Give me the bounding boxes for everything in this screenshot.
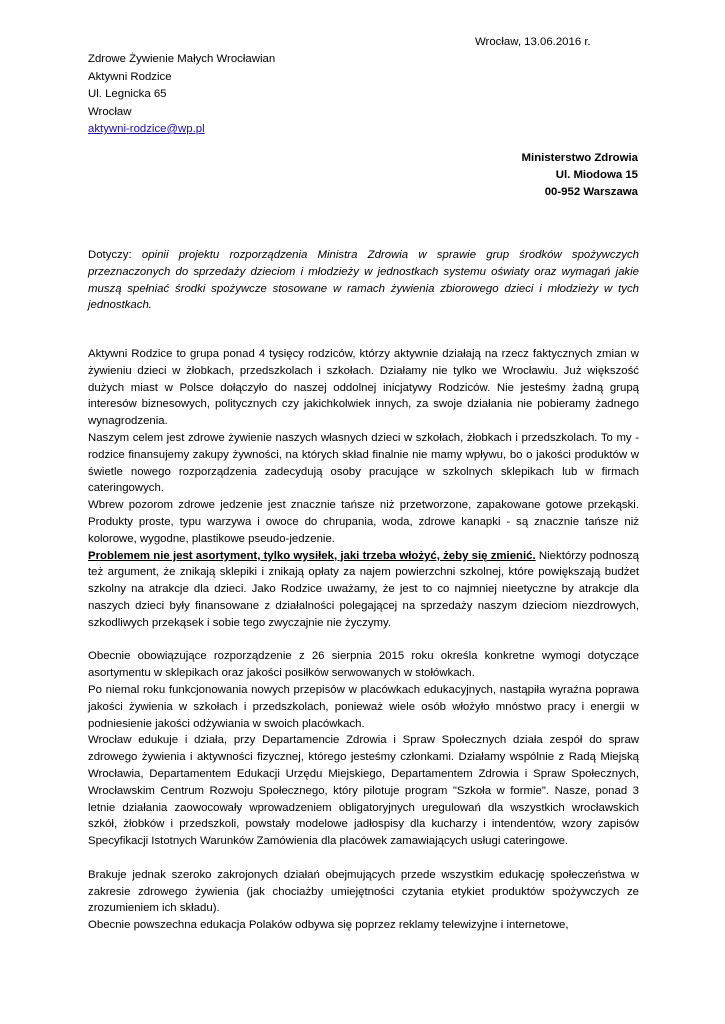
- letter-body: [88, 346, 639, 934]
- subject-block: [88, 247, 639, 314]
- sender-street: Ul. Legnicka 65: [88, 88, 167, 100]
- letter-date: Wrocław, 13.06.2016 r.: [475, 36, 591, 48]
- recipient-name: Ministerstwo Zdrowia: [521, 152, 638, 164]
- recipient-address: [338, 150, 638, 201]
- paragraph-education-gap: Brakuje jednak szeroko zakrojonych działań obejmujących przede wszystkim edukację społeczeństwa w zakresie zdrowego żywienia (jak chociażby umiejętności czytania etykiet produktów spożywczych ze zrozumieniem ich składu).: [88, 868, 639, 915]
- recipient-city: 00-952 Warszawa: [544, 186, 638, 198]
- subject-label: Dotyczy:: [88, 249, 132, 261]
- paragraph-improvement: Po niemal roku funkcjonowania nowych przepisów w placówkach edukacyjnych, nastąpiła wyraźna poprawa jakości żywienia w szkołach i przedszkolach, ponieważ wiele osób włożyło mnóstwo pracy i energii w podniesienie jakości odżywiania w swoich placówkach.: [88, 683, 639, 730]
- paragraph-goal: Naszym celem jest zdrowe żywienie naszych własnych dzieci w szkołach, żłobkach i przedszkolach. To my - rodzice finansujemy zakupy żywności, na których skład finalnie nie mamy wpływu, bo o jakości produktów w świetle nowego rozporządzenia zadecydują osoby pracujące w szkolnych sklepikach lub w firmach cateringowych.: [88, 431, 639, 495]
- sender-group: Aktywni Rodzice: [88, 70, 172, 83]
- paragraph-cost: Wbrew pozorom zdrowe jedzenie jest znacznie tańsze niż przetworzone, zapakowane gotowe przekąski. Produkty proste, typu warzywa i owoce do chrupania, woda, zdrowe kanapki - są znacznie tańsze niż kolorowe, wygodne, plastikowe pseudo-jedzenie.: [88, 499, 639, 545]
- paragraph-intro: Aktywni Rodzice to grupa ponad 4 tysięcy rodziców, którzy aktywnie działają na rzecz faktycznych zmian w żywieniu dzieci w żłobkach, przedszkolach i szkołach. Działamy nie tylko we Wrocławiu. Już większość dużych miast w Polsce dołączyło do naszej oddolnej inicjatywy Rodziców. Nie jesteśmy żadną grupą interesów biznesowych, politycznych czy jakichkolwiek innych, za swoje działania nie pobieramy żadnego wynagrodzenia.: [88, 348, 639, 428]
- sender-organization: Zdrowe Żywienie Małych Wrocławian: [88, 53, 276, 65]
- subject-text: opinii projektu rozporządzenia Ministra Zdrowia w sprawie grup środków spożywczych przeznaczonych do sprzedaży dzieciom i młodzieży w jednostkach systemu oświaty oraz wymagań jakie muszą spełniać środki spożywcze stosowane w ramach żywienia zbiorowego dzieci i młodzieży w tych jednostkach.: [88, 249, 639, 312]
- paragraph-problem: [88, 548, 639, 632]
- problem-emphasis: Problemem nie jest asortyment, tylko wysiłek, jaki trzeba włożyć, żeby się zmienić.: [88, 549, 536, 562]
- paragraph-advertising: Obecnie powszechna edukacja Polaków odbywa się poprzez reklamy telewizyjne i internetowe,: [88, 919, 569, 932]
- sender-email-link[interactable]: aktywni-rodzice@wp.pl: [88, 123, 205, 135]
- sender-address: [88, 51, 388, 139]
- paragraph-gap: [88, 632, 639, 649]
- sender-city: Wrocław: [88, 105, 132, 118]
- recipient-street: Ul. Miodowa 15: [555, 169, 638, 181]
- paragraph-current-regulation: Obecnie obowiązujące rozporządzenie z 26 sierpnia 2015 roku określa konkretne wymogi dotyczące asortymentu w sklepikach oraz jakości posiłków serwowanych w stołówkach.: [88, 650, 639, 680]
- problem-text: Niektórzy podnoszą też argument, że znikają sklepiki i znikają opłaty za najem powierzchni szkolnej, które powiększają budżet szkolny na atrakcje dla dzieci. Jako Rodzice uważamy, że jest to co najmniej nieetyczne by atrakcje dla naszych dzieci były finansowane z działalności polegającej na sprzedaży naszym dzieciom niezdrowych, szkodliwych przekąsek i sobie tego zwyczajnie nie życzymy.: [88, 549, 640, 629]
- paragraph-gap: [88, 850, 639, 867]
- paragraph-wroclaw: Wrocław edukuje i działa, przy Departamencie Zdrowia i Spraw Społecznych działa zespół do spraw zdrowego żywienia i aktywności fizycznej, którego jesteśmy członkami. Działamy wspólnie z Radą Miejską Wrocławia, Departamentem Edukacji Urzędu Miejskiego, Departamentem Zdrowia i Spraw Społecznych, Wrocławskim Centrum Rozwoju Społecznego, który pilotuje program "Szkoła w formie". Nasze, ponad 3 letnie działania zaowocowały wprowadzeniem obligatoryjnych uregulowań dla wszystkich wrocławskich szkół, żłobków i przedszkoli, powstały modelowe jadłospisy dla kucharzy i intendentów, wzory zapisów Specyfikacji Istotnych Warunków Zamówienia dla placówek zamawiających usługi cateringowe.: [88, 734, 639, 848]
